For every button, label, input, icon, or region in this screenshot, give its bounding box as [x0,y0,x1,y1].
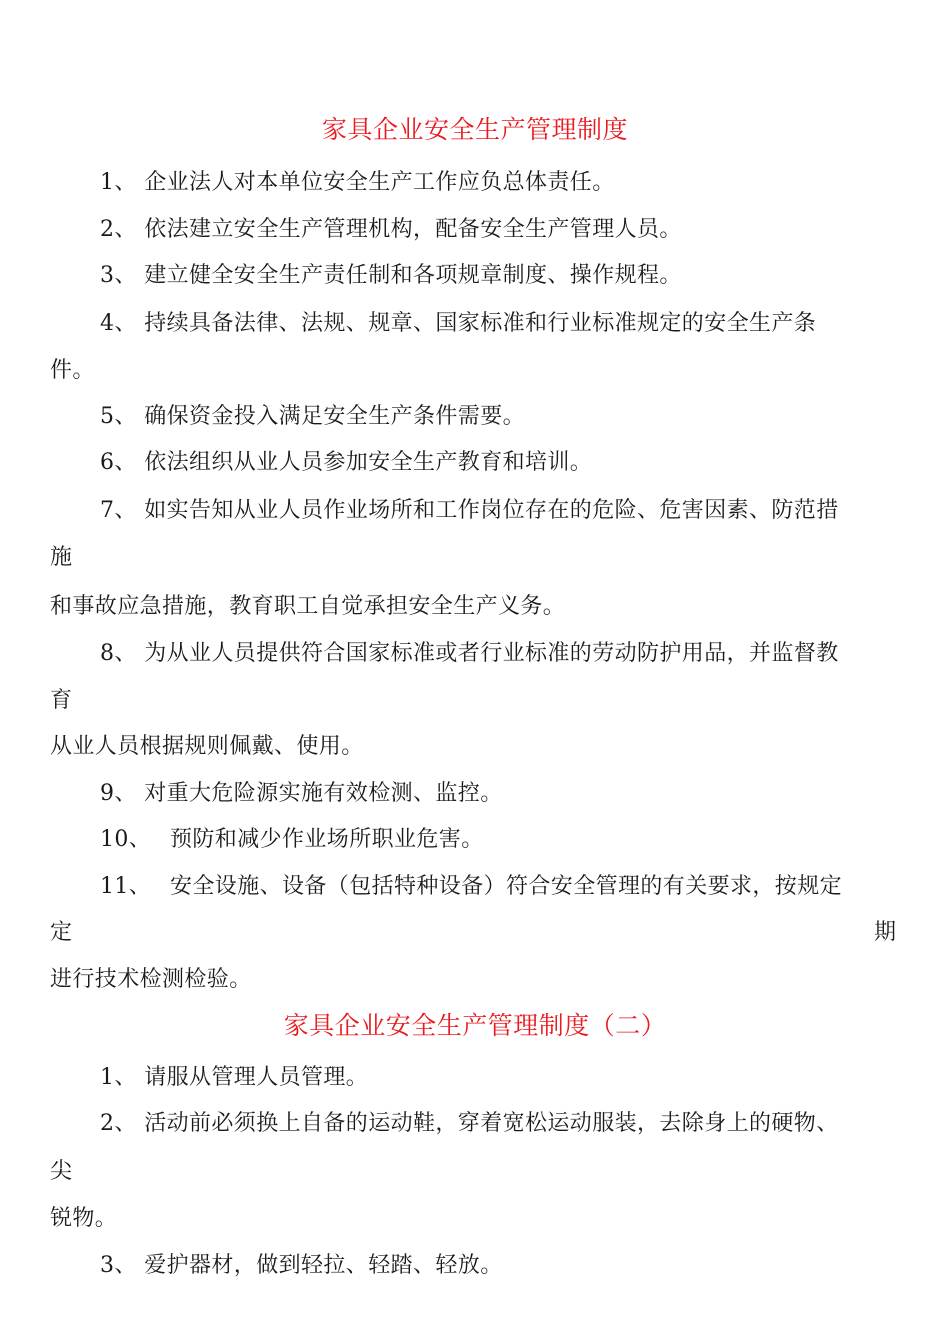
rule-11-line-3: 进行技术检测检验。 [50,967,252,992]
rule-7-line-1: 7、 如实告知从业人员作业场所和工作岗位存在的危险、危害因素、防范措 [100,498,839,523]
rule-7-line-2: 施 [50,545,73,570]
rule-7-line-3: 和事故应急措施，教育职工自觉承担安全生产义务。 [50,594,566,619]
rule-8-line-1: 8、 为从业人员提供符合国家标准或者行业标准的劳动防护用品，并监督教 [100,641,839,666]
rule-5: 5、 确保资金投入满足安全生产条件需要。 [100,404,525,429]
rule-2-1: 1、 请服从管理人员管理。 [100,1065,369,1090]
rule-3: 3、 建立健全安全生产责任制和各项规章制度、操作规程。 [100,263,682,288]
rule-11-line-2-left: 定 [50,920,73,945]
rule-9: 9、 对重大危险源实施有效检测、监控。 [100,781,503,806]
rule-4-line-1: 4、 持续具备法律、法规、规章、国家标准和行业标准规定的安全生产条 [100,311,817,336]
rule-11-line-2-right: 期 [873,920,896,945]
rule-2-2-line-3: 锐物。 [50,1206,118,1231]
rule-2-2-line-1: 2、 活动前必须换上自备的运动鞋，穿着宽松运动服装，去除身上的硬物、 [100,1111,839,1136]
rule-4-line-2: 件。 [50,358,95,383]
rule-2-3: 3、 爱护器材，做到轻拉、轻踏、轻放。 [100,1253,503,1278]
rule-11-line-1: 11、 安全设施、设备（包括特种设备）符合安全管理的有关要求，按规定 [100,874,842,899]
rule-10: 10、 预防和减少作业场所职业危害。 [100,827,484,852]
rule-8-line-2: 育 [50,688,73,713]
rule-1: 1、 企业法人对本单位安全生产工作应负总体责任。 [100,170,615,195]
rule-8-line-3: 从业人员根据规则佩戴、使用。 [50,734,364,759]
section-1-title: 家具企业安全生产管理制度 [321,115,628,144]
rule-6: 6、 依法组织从业人员参加安全生产教育和培训。 [100,450,593,475]
rule-2-2-line-2: 尖 [50,1159,73,1184]
rule-11-line-2 [50,918,896,948]
section-2-title: 家具企业安全生产管理制度（二） [283,1011,667,1040]
rule-2: 2、 依法建立安全生产管理机构，配备安全生产管理人员。 [100,217,682,242]
